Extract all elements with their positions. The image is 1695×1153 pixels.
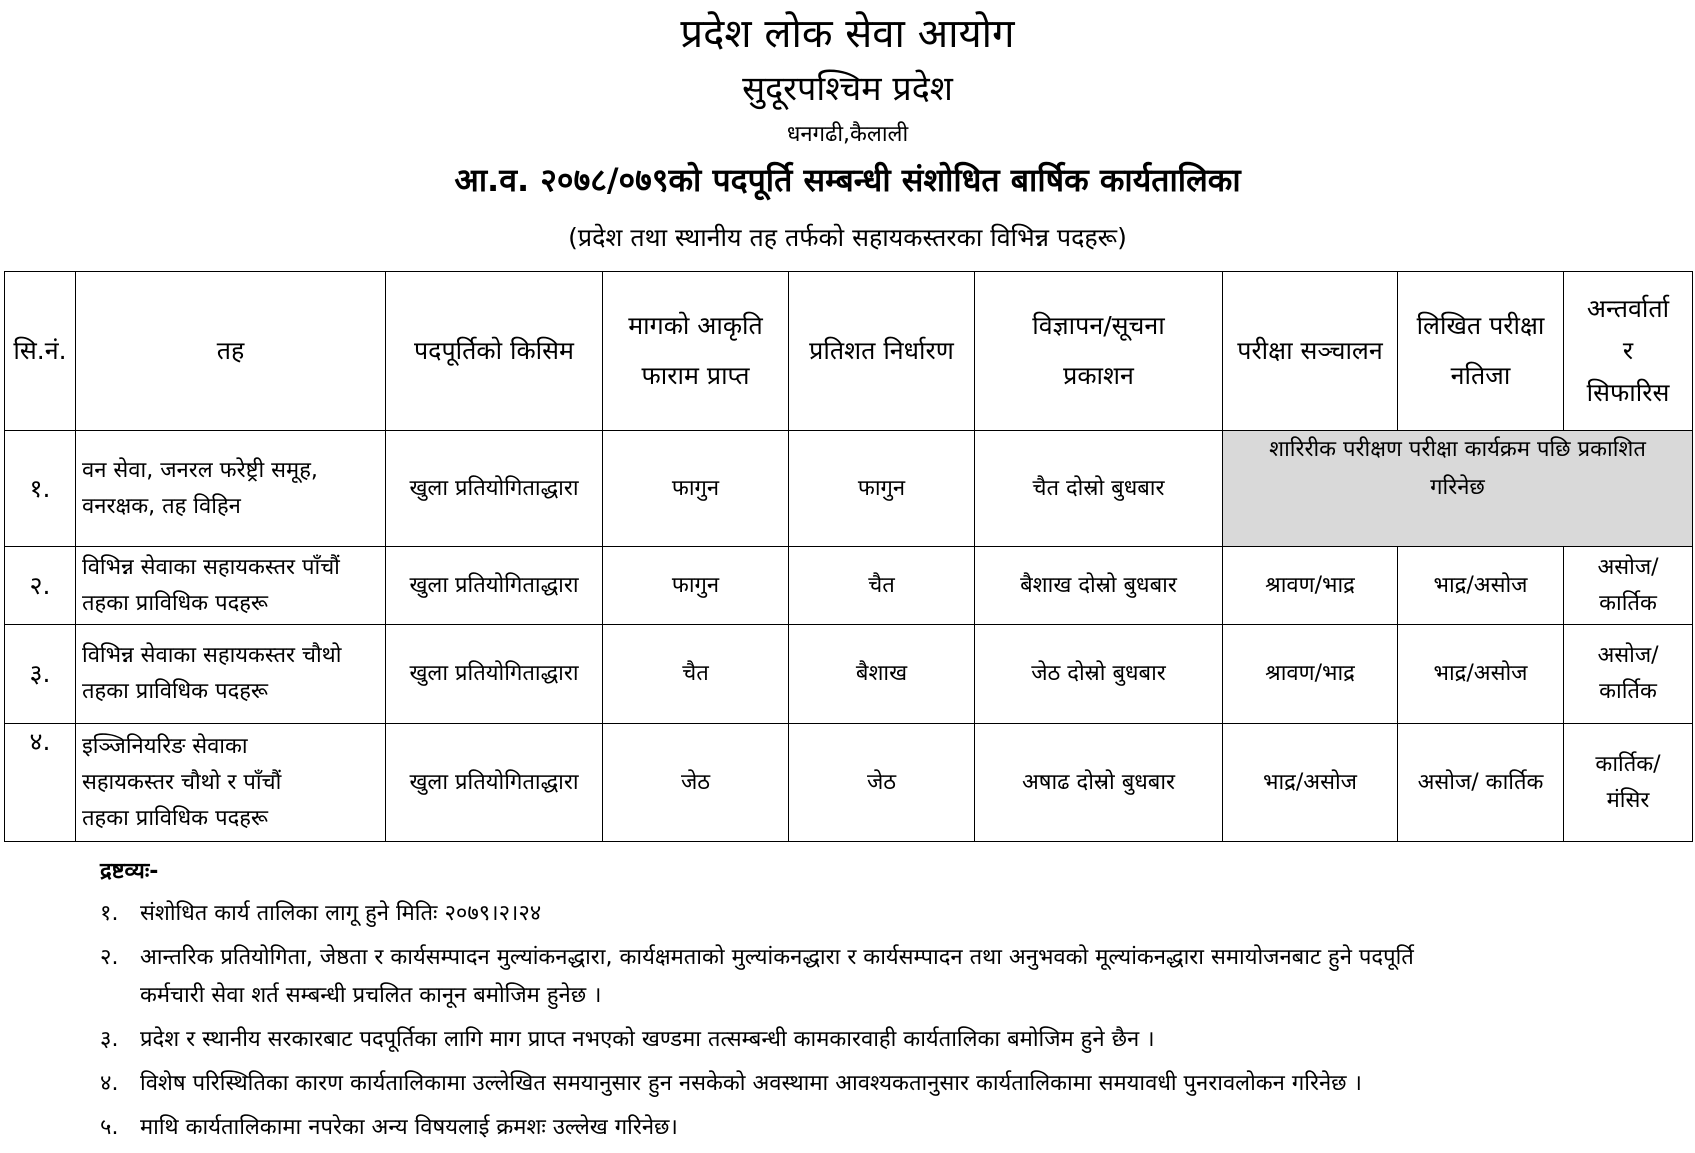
cell-advert: चैत दोस्रो बुधबार: [975, 431, 1223, 547]
cell-level: विभिन्न सेवाका सहायकस्तर चौथो तहका प्राविधिक पदहरू: [76, 625, 386, 724]
cell-type: खुला प्रतियोगिताद्धारा: [386, 547, 603, 625]
note-item: २. आन्तरिक प्रतियोगिता, जेष्ठता र कार्यसम्पादन मुल्यांकनद्धारा, कार्यक्षमताको मुल्यांकनद्धारा र कार्यसम्पादन तथा अनुभवको मूल्यांकनद्धारा समायोजनबाट हुने पदपूर्ति कर्मचारी सेवा शर्त सम्बन्धी प्रचलित कानून बमोजिम हुनेछ ।: [100, 945, 1414, 1008]
header-level: तह: [76, 272, 386, 431]
cell-level: विभिन्न सेवाका सहायकस्तर पाँचौं तहका प्राविधिक पदहरू: [76, 547, 386, 625]
header-result: लिखित परीक्षा नतिजा: [1398, 272, 1564, 431]
office-location: धनगढी,कैलाली: [786, 122, 909, 147]
cell-demand: फागुन: [603, 547, 789, 625]
header-interview: अन्तर्वार्ता र सिफारिस: [1564, 272, 1693, 431]
table-row: [5, 547, 1693, 625]
cell-demand: चैत: [603, 625, 789, 724]
table-row: [5, 431, 1693, 547]
cell-type: खुला प्रतियोगिताद्धारा: [386, 724, 603, 842]
cell-demand: फागुन: [603, 431, 789, 547]
header-exam: परीक्षा सञ्चालन: [1223, 272, 1398, 431]
cell-sn: ४.: [5, 724, 76, 842]
commission-title: प्रदेश लोक सेवा आयोग: [680, 11, 1015, 57]
cell-exam: श्रावण/भाद्र: [1223, 625, 1398, 724]
cell-percent: जेठ: [789, 724, 975, 842]
cell-percent: फागुन: [789, 431, 975, 547]
cell-level: इञ्जिनियरिङ सेवाका सहायकस्तर चौथो र पाँचौं तहका प्राविधिक पदहरू: [76, 724, 386, 842]
cell-exam: भाद्र/असोज: [1223, 724, 1398, 842]
cell-sn: १.: [5, 431, 76, 547]
table-header-row: [5, 272, 1693, 431]
cell-sn: ३.: [5, 625, 76, 724]
notes-section: [100, 855, 1660, 1153]
cell-advert: बैशाख दोस्रो बुधबार: [975, 547, 1223, 625]
schedule-title: आ.व. २०७८/०७९को पदपूर्ति सम्बन्धी संशोधित बार्षिक कार्यतालिका: [454, 161, 1241, 199]
cell-level: वन सेवा, जनरल फरेष्ट्री समूह, वनरक्षक, तह विहिन: [76, 431, 386, 547]
province-name: सुदूरपश्चिम प्रदेश: [742, 69, 953, 109]
cell-result: असोज/ कार्तिक: [1398, 724, 1564, 842]
cell-interview: कार्तिक/ मंसिर: [1564, 724, 1693, 842]
cell-sn: २.: [5, 547, 76, 625]
note-item: १. संशोधित कार्य तालिका लागू हुने मितिः २०७९।२।२४: [100, 901, 542, 926]
table-row: [5, 724, 1693, 842]
header-type: पदपूर्तिको किसिम: [386, 272, 603, 431]
header-demand: मागको आकृति फाराम प्राप्त: [603, 272, 789, 431]
cell-advert: अषाढ दोस्रो बुधबार: [975, 724, 1223, 842]
cell-advert: जेठ दोस्रो बुधबार: [975, 625, 1223, 724]
cell-interview: असोज/ कार्तिक: [1564, 547, 1693, 625]
schedule-table: [4, 271, 1693, 842]
table-row: [5, 625, 1693, 724]
cell-type: खुला प्रतियोगिताद्धारा: [386, 625, 603, 724]
cell-result: भाद्र/असोज: [1398, 547, 1564, 625]
cell-type: खुला प्रतियोगिताद्धारा: [386, 431, 603, 547]
header-sn: सि.नं.: [5, 272, 76, 431]
note-item: ३. प्रदेश र स्थानीय सरकारबाट पदपूर्तिका लागि माग प्राप्त नभएको खण्डमा तत्सम्बन्धी कामकारवाही कार्यतालिका बमोजिम हुने छैन ।: [100, 1027, 1155, 1052]
schedule-subtitle: (प्रदेश तथा स्थानीय तह तर्फको सहायकस्तरका विभिन्न पदहरू): [568, 223, 1127, 252]
cell-demand: जेठ: [603, 724, 789, 842]
note-item: ४. विशेष परिस्थितिका कारण कार्यतालिकामा उल्लेखित समयानुसार हुन नसकेको अवस्थामा आवश्यकतानुसार कार्यतालिकामा समयावधी पुनरावलोकन गरिनेछ ।: [100, 1071, 1362, 1096]
cell-percent: बैशाख: [789, 625, 975, 724]
cell-merged-note: शारिरीक परीक्षण परीक्षा कार्यक्रम पछि प्रकाशित गरिनेछ: [1223, 431, 1693, 547]
cell-exam: श्रावण/भाद्र: [1223, 547, 1398, 625]
cell-percent: चैत: [789, 547, 975, 625]
note-item: ५. माथि कार्यतालिकामा नपरेका अन्य विषयलाई क्रमशः उल्लेख गरिनेछ।: [100, 1115, 678, 1140]
notes-title: द्रष्टव्यः-: [100, 859, 159, 884]
cell-result: भाद्र/असोज: [1398, 625, 1564, 724]
header-percent: प्रतिशत निर्धारण: [789, 272, 975, 431]
cell-interview: असोज/ कार्तिक: [1564, 625, 1693, 724]
header-advert: विज्ञापन/सूचना प्रकाशन: [975, 272, 1223, 431]
